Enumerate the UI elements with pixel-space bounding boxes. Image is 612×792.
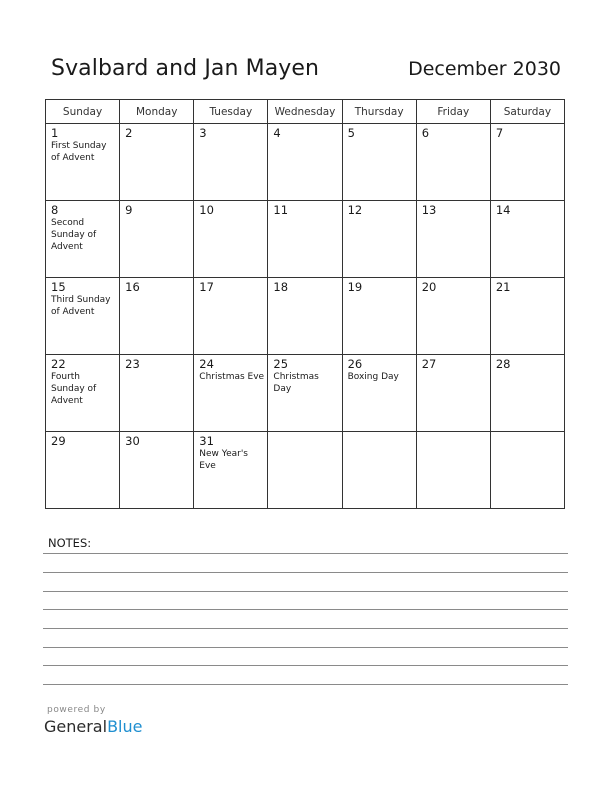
day-cell (46, 278, 120, 355)
notes-line (43, 609, 568, 610)
empty-day-cell (416, 432, 490, 509)
weekday-saturday: Saturday (490, 100, 564, 124)
week-row (46, 432, 565, 509)
day-number: 20 (421, 280, 437, 294)
empty-day-cell (490, 432, 564, 509)
powered-by-text: powered by (47, 705, 106, 715)
day-number: 2 (125, 126, 133, 140)
day-cell (120, 432, 194, 509)
day-number: 6 (421, 126, 430, 140)
logo-text-blue: Blue (107, 717, 143, 736)
day-number: 19 (347, 280, 363, 294)
day-number: 12 (347, 203, 363, 217)
holiday-label: First Sunday of Advent (51, 141, 107, 163)
day-cell (490, 355, 564, 432)
day-cell (490, 201, 564, 278)
week-row (46, 124, 565, 201)
day-number: 21 (495, 280, 511, 294)
empty-day-cell (268, 432, 342, 509)
day-cell (268, 201, 342, 278)
month-year-label: December 2030 (408, 58, 561, 80)
week-row (46, 355, 565, 432)
day-cell (416, 124, 490, 201)
day-cell (194, 432, 268, 509)
day-cell (194, 201, 268, 278)
day-cell (342, 355, 416, 432)
weekday-thursday: Thursday (342, 100, 416, 124)
notes-line (43, 665, 568, 666)
day-number: 15 (51, 280, 66, 294)
weekday-monday: Monday (120, 100, 194, 124)
day-number: 25 (273, 357, 289, 371)
notes-label: NOTES: (48, 536, 92, 550)
day-cell (416, 201, 490, 278)
day-number: 7 (495, 126, 504, 140)
day-cell (416, 278, 490, 355)
day-number: 23 (125, 357, 140, 371)
calendar-body (46, 124, 565, 509)
notes-line (43, 684, 568, 685)
day-number: 24 (199, 357, 214, 371)
day-number: 27 (421, 357, 437, 371)
weekday-header-row (46, 100, 565, 124)
day-number: 17 (199, 280, 214, 294)
day-cell (46, 355, 120, 432)
notes-line (43, 572, 568, 573)
day-number: 9 (125, 203, 133, 217)
weekday-tuesday: Tuesday (194, 100, 268, 124)
day-number: 4 (273, 126, 281, 140)
day-number: 30 (125, 434, 140, 448)
day-cell (342, 124, 416, 201)
day-cell (490, 278, 564, 355)
week-row (46, 278, 565, 355)
day-cell (46, 124, 120, 201)
notes-line (43, 591, 568, 592)
day-number: 10 (199, 203, 214, 217)
day-cell (268, 278, 342, 355)
day-number: 5 (347, 126, 355, 140)
day-cell (46, 432, 120, 509)
holiday-label: Third Sunday of Advent (51, 295, 111, 317)
weekday-wednesday: Wednesday (268, 100, 342, 124)
logo-text-general: General (44, 717, 108, 736)
day-number: 31 (199, 434, 214, 448)
day-cell (490, 124, 564, 201)
day-cell (194, 124, 268, 201)
day-number: 11 (273, 203, 289, 217)
holiday-label: Second Sunday of Advent (51, 218, 97, 252)
calendar-title: Svalbard and Jan Mayen (51, 56, 320, 81)
day-cell (120, 355, 194, 432)
day-number: 13 (421, 203, 437, 217)
day-number: 26 (347, 357, 363, 371)
day-number: 18 (273, 280, 289, 294)
day-cell (120, 124, 194, 201)
day-number: 8 (51, 203, 59, 217)
day-number: 16 (125, 280, 140, 294)
holiday-label: Boxing Day (347, 372, 399, 382)
notes-line (43, 628, 568, 629)
day-cell (416, 355, 490, 432)
generalblue-logo[interactable] (44, 716, 142, 738)
weekday-sunday: Sunday (46, 100, 120, 124)
day-cell (194, 355, 268, 432)
holiday-label: New Year's Eve (199, 449, 248, 471)
holiday-label: Christmas Day (273, 372, 319, 394)
week-row (46, 201, 565, 278)
holiday-label: Christmas Eve (199, 372, 265, 382)
day-cell (342, 278, 416, 355)
day-cell (268, 355, 342, 432)
notes-line (43, 647, 568, 648)
day-number: 22 (51, 357, 66, 371)
day-number: 14 (495, 203, 511, 217)
notes-line (43, 553, 568, 554)
day-cell (120, 278, 194, 355)
day-cell (342, 201, 416, 278)
day-cell (120, 201, 194, 278)
weekday-friday: Friday (416, 100, 490, 124)
empty-day-cell (342, 432, 416, 509)
day-cell (46, 201, 120, 278)
day-cell (268, 124, 342, 201)
calendar-grid (45, 99, 565, 509)
holiday-label: Fourth Sunday of Advent (51, 372, 97, 406)
day-number: 1 (51, 126, 59, 140)
day-number: 28 (495, 357, 511, 371)
day-cell (194, 278, 268, 355)
day-number: 3 (199, 126, 207, 140)
day-number: 29 (51, 434, 66, 448)
